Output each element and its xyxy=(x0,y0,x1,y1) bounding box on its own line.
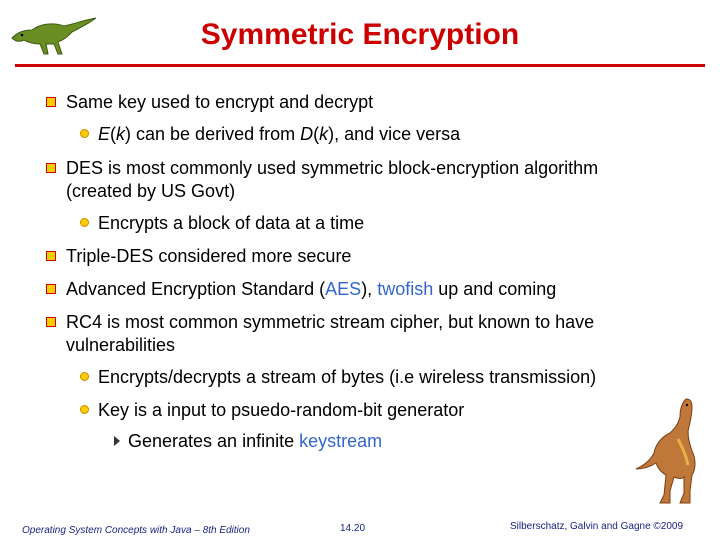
square-bullet-icon xyxy=(46,97,56,107)
footer-right: Silberschatz, Galvin and Gagne ©2009 xyxy=(510,521,684,532)
round-bullet-icon xyxy=(80,372,89,381)
square-bullet-icon xyxy=(46,251,56,261)
slide-title: Symmetric Encryption xyxy=(200,18,520,51)
bullet-1a: E(k) can be derived from D(k), and vice versa xyxy=(98,124,461,144)
dinosaur-illustration xyxy=(630,395,710,510)
footer-left: Operating System Concepts with Java – 8th Edition xyxy=(22,525,250,536)
triangle-bullet-icon xyxy=(114,436,120,446)
aes-link: AES xyxy=(325,279,362,299)
footer-center: 14.20 xyxy=(340,523,366,534)
bullet-5: RC4 is most common symmetric stream cipher, but known to have vulnerabilities xyxy=(66,312,595,355)
round-bullet-icon xyxy=(80,218,89,227)
twofish-link: twofish xyxy=(377,279,434,299)
bullet-3: Triple-DES considered more secure xyxy=(66,246,352,266)
bullet-4: Advanced Encryption Standard (AES), twofish up and coming xyxy=(66,279,557,299)
square-bullet-icon xyxy=(46,284,56,294)
round-bullet-icon xyxy=(80,129,89,138)
bullet-5a: Encrypts/decrypts a stream of bytes (i.e wireless transmission) xyxy=(98,367,597,387)
bullet-5b1: Generates an infinite keystream xyxy=(128,431,383,451)
bullet-2a: Encrypts a block of data at a time xyxy=(98,213,365,233)
square-bullet-icon xyxy=(46,163,56,173)
keystream-link: keystream xyxy=(299,431,383,451)
round-bullet-icon xyxy=(80,405,89,414)
bullet-1: Same key used to encrypt and decrypt xyxy=(66,92,374,112)
square-bullet-icon xyxy=(46,317,56,327)
bullet-5b: Key is a input to psuedo-random-bit generator xyxy=(98,400,465,420)
bullet-2: DES is most commonly used symmetric block-encryption algorithm (created by US Govt) xyxy=(66,158,599,201)
